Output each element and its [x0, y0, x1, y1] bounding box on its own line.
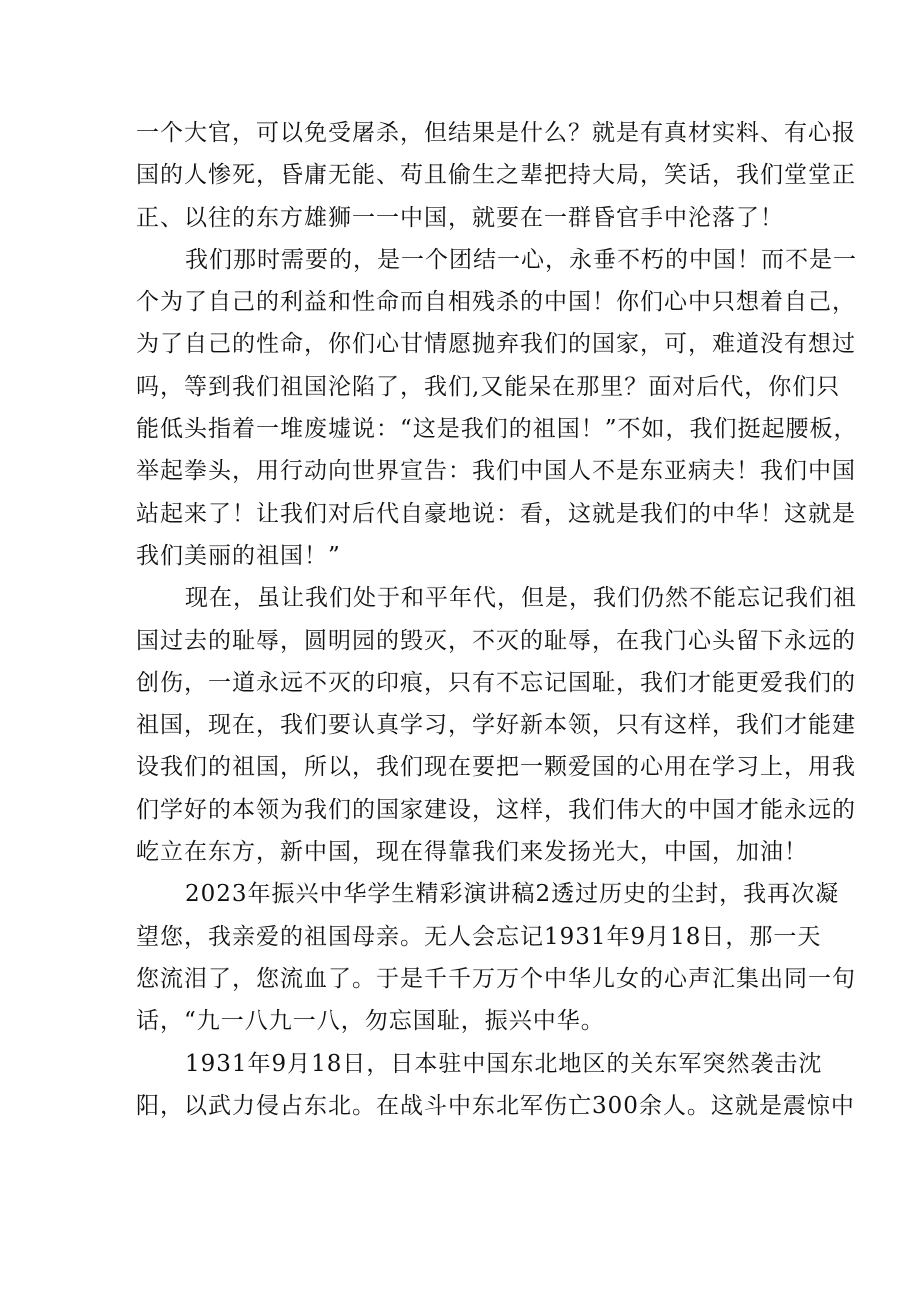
text-line: 祖国，现在，我们要认真学习，学好新本领，只有这样，我们才能建: [136, 712, 856, 739]
paragraph-2: [136, 239, 858, 577]
text-line: 创伤，一道永远不灭的印痕，只有不忘记国耻，我们才能更爱我们的: [136, 669, 856, 696]
text-line: 我们那时需要的，是一个团结一心，永垂不朽的中国！而不是一: [185, 246, 857, 273]
text-line: 阳，以武力侵占东北。在战斗中东北军伤亡300余人。这就是震惊中: [136, 1092, 855, 1119]
text-line: 国过去的耻辱，圆明园的毁灭，不灭的耻辱，在我门心头留下永远的: [136, 627, 856, 654]
text-line: 国的人惨死，昏庸无能、苟且偷生之辈把持大局，笑话，我们堂堂正: [136, 162, 856, 189]
text-line: 2023年振兴中华学生精彩演讲稿2透过历史的尘封，我再次凝: [185, 881, 840, 908]
text-line: 站起来了！让我们对后代自豪地说：看，这就是我们的中华！这就是: [136, 500, 856, 527]
text-line: 正、以往的东方雄狮一一中国，就要在一群昏官手中沦落了！: [136, 204, 784, 231]
text-line: 话，“九一八九一八，勿忘国耻，振兴中华。: [136, 1008, 605, 1035]
paragraph-4: [136, 873, 856, 1042]
text-line: 们学好的本领为我们的国家建设，这样，我们伟大的中国才能永远的: [136, 796, 856, 823]
text-line: 举起拳头，用行动向世界宣告：我们中国人不是东亚病夫！我们中国: [136, 458, 856, 485]
text-line: 吗，等到我们祖国沦陷了，我们,又能呆在那里？面对后代，你们只: [136, 373, 841, 400]
text-line: 1931年9月18日，日本驻中国东北地区的关东军突然袭击沈: [185, 1050, 823, 1077]
text-line: 现在，虽让我们处于和平年代，但是，我们仍然不能忘记我们祖: [185, 585, 857, 612]
text-line: 为了自己的性命，你们心甘情愿抛弃我们的国家，可，难道没有想过: [136, 331, 856, 358]
paragraph-1: [136, 112, 856, 239]
paragraph-5: [136, 1043, 855, 1128]
text-line: 一个大官，可以免受屠杀，但结果是什么？就是有真材实料、有心报: [136, 120, 856, 146]
text-line: 我们美丽的祖国！”: [136, 542, 341, 569]
text-line: 您流泪了，您流血了。于是千千万万个中华儿女的心声汇集出同一句: [136, 965, 856, 992]
text-line: 设我们的祖国，所以，我们现在要把一颗爱国的心用在学习上，用我: [136, 754, 856, 781]
document-body: [136, 112, 858, 1127]
text-line: 能低头指着一堆废墟说：“这是我们的祖国！”不如，我们挺起腰板，: [136, 416, 858, 443]
text-line: 屹立在东方，新中国，现在得靠我们来发扬光大，中国，加油！: [136, 839, 808, 866]
paragraph-3: [136, 577, 857, 873]
text-line: 望您，我亲爱的祖国母亲。无人会忘记1931年9月18日，那一天: [136, 923, 822, 950]
text-line: 个为了自己的利益和性命而自相残杀的中国！你们心中只想着自己，: [136, 289, 856, 316]
